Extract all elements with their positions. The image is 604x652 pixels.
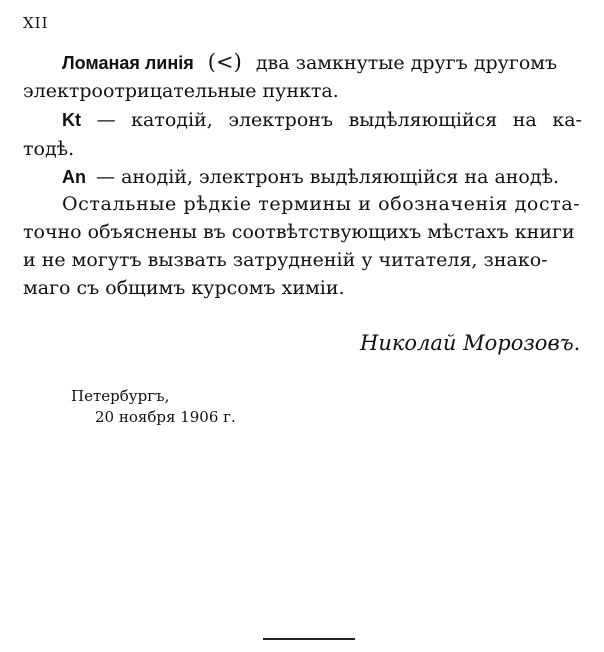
definition-kt-cont: тодѣ.: [23, 138, 75, 160]
author-signature: Николай Морозовъ.: [360, 331, 581, 355]
definition-broken-line: [62, 52, 582, 73]
page-number: XII: [23, 14, 49, 32]
definition-broken-line-cont: электроотрицательные пункта.: [23, 80, 339, 102]
term-broken-line: Ломаная линія: [62, 53, 194, 73]
dateline-date: 20 ноября 1906 г.: [95, 408, 236, 426]
definition-kt: [62, 111, 582, 130]
kt-word: электронъ: [228, 109, 334, 131]
kt-word: —: [96, 109, 116, 131]
term-an: An: [62, 167, 86, 187]
paragraph-line: и не могутъ вызвать затрудненій у читателя, знако-: [23, 249, 548, 271]
kt-word: катодій,: [131, 109, 213, 131]
an-text: — анодій, электронъ выдѣляющійся на анодѣ.: [96, 166, 560, 188]
kt-word: ка-: [552, 109, 582, 131]
kt-word: выдѣляющійся: [348, 109, 498, 131]
kt-word: на: [512, 109, 537, 131]
dateline-place: Петербургъ,: [71, 387, 170, 405]
paragraph-line: Остальные рѣдкіе термины и обозначенія доста-: [62, 193, 581, 215]
paragraph-line: маго съ общимъ курсомъ химіи.: [23, 277, 345, 299]
broken-line-symbol: (<): [207, 50, 242, 74]
term-kt: Kt: [62, 110, 81, 130]
definition-an: [62, 168, 582, 187]
paragraph-line: точно объяснены въ соотвѣтствующихъ мѣстахъ книги: [23, 221, 575, 243]
footer-divider: [263, 638, 355, 640]
broken-line-text: два замкнутые другъ другомъ: [255, 52, 558, 74]
